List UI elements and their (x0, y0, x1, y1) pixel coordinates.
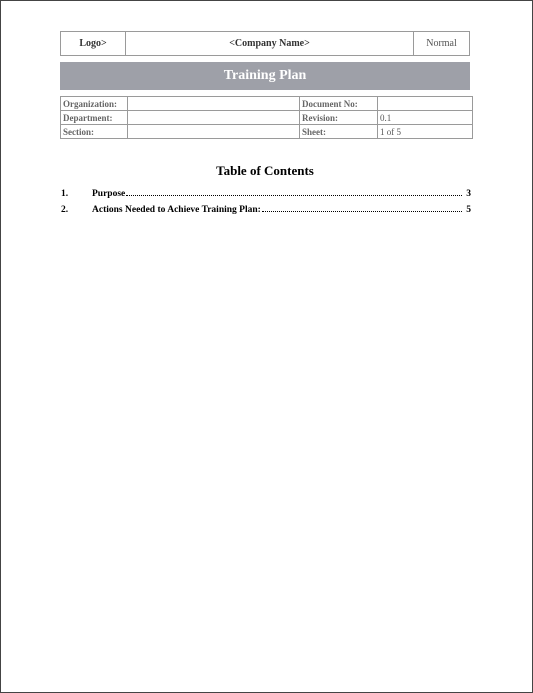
section-label: Section: (61, 125, 128, 139)
toc-entry-text: Actions Needed to Achieve Training Plan: (92, 205, 261, 215)
toc-entry-number: 1. (61, 189, 69, 199)
info-row (61, 125, 473, 139)
toc-entry-page: 5 (466, 205, 471, 215)
toc-entry-actions[interactable] (61, 205, 471, 221)
department-label: Department: (61, 111, 128, 125)
revision-label: Revision: (300, 111, 378, 125)
sheet-value: 1 of 5 (378, 125, 473, 139)
document-info-table (60, 96, 473, 139)
toc-entry-purpose[interactable] (61, 189, 471, 205)
table-of-contents (61, 189, 471, 221)
toc-entry-number: 2. (61, 205, 69, 215)
company-name: <Company Name> (126, 32, 414, 56)
revision-value: 0.1 (378, 111, 473, 125)
toc-entry-text: Purpose (92, 189, 126, 199)
toc-entry-page: 3 (466, 189, 471, 199)
organization-label: Organization: (61, 97, 128, 111)
toc-leader-dots (126, 195, 462, 196)
toc-heading: Table of Contents (216, 163, 314, 178)
toc-leader-dots (262, 211, 462, 212)
document-no-label: Document No: (300, 97, 378, 111)
department-value (128, 111, 300, 125)
logo-placeholder: Logo> (61, 32, 126, 56)
info-row (61, 111, 473, 125)
document-no-value (378, 97, 473, 111)
section-value (128, 125, 300, 139)
sheet-label: Sheet: (300, 125, 378, 139)
organization-value (128, 97, 300, 111)
document-header (60, 31, 470, 56)
info-row (61, 97, 473, 111)
status-label: Normal (414, 32, 470, 56)
document-title: Training Plan (60, 62, 470, 90)
